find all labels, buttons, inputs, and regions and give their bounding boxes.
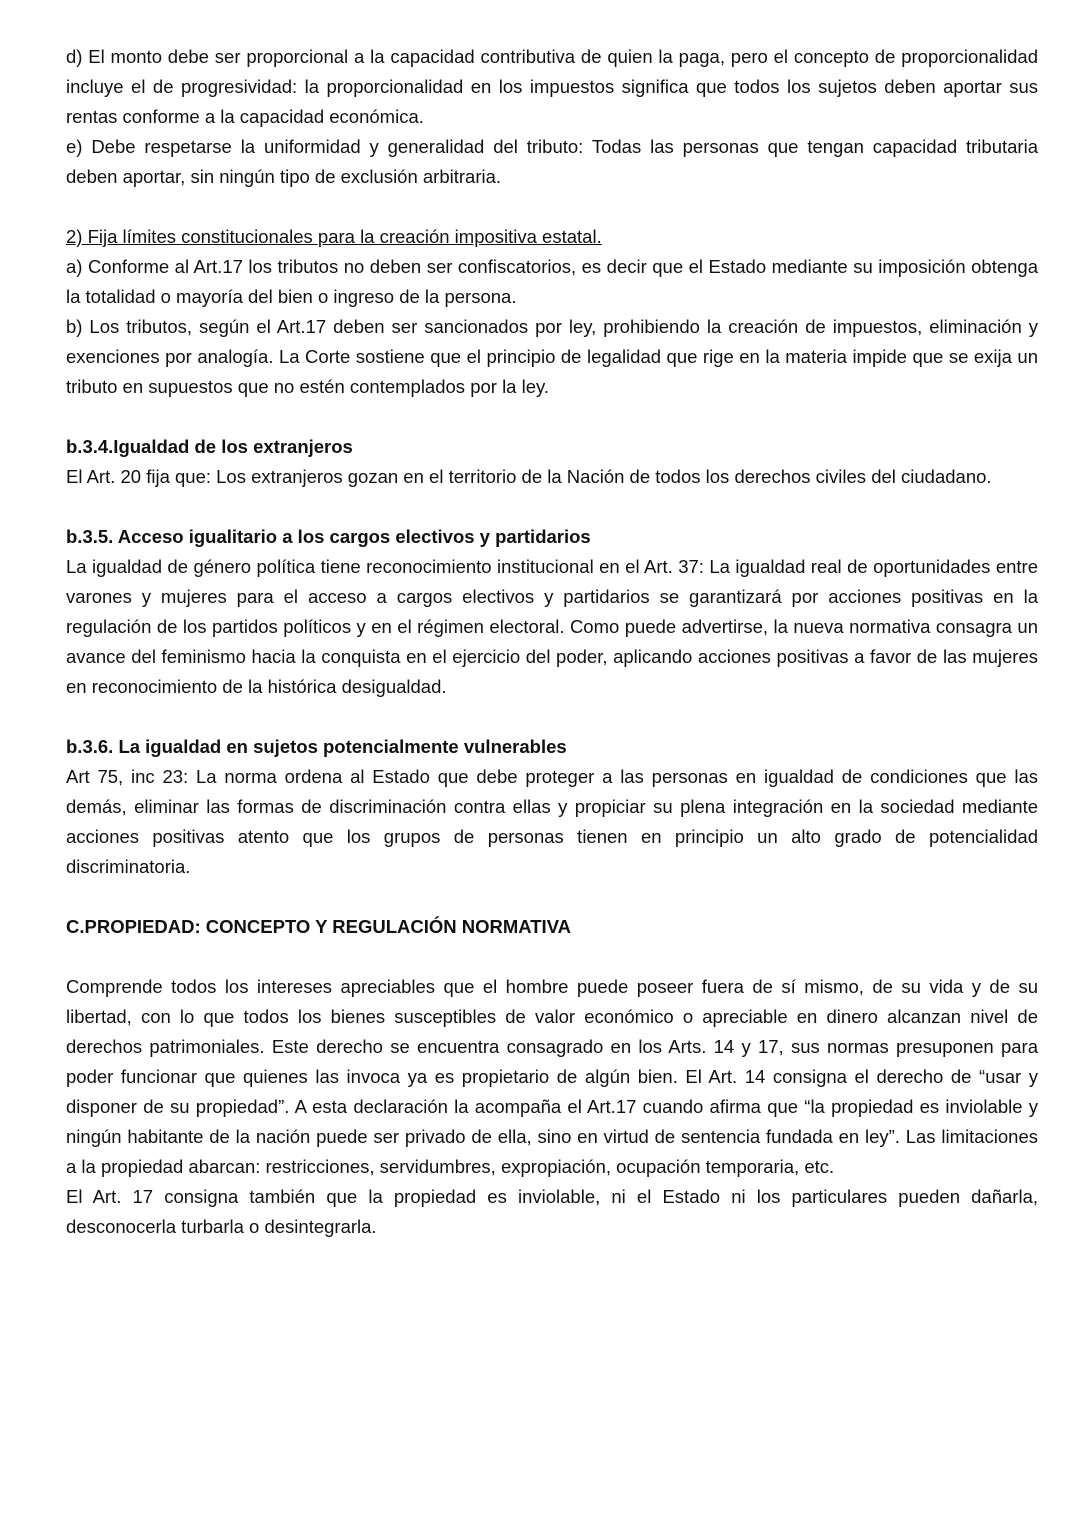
- section-b35-text: La igualdad de género política tiene reconocimiento institucional en el Art. 37: La igualdad real de oportunidades entre varones y mujeres para el acceso a cargos electivos y partidarios se garantizará por acciones positivas en la regulación de los partidos políticos y en el régimen electoral. Como puede advertirse, la nueva normativa consagra un avance del feminismo hacia la conquista en el ejercicio del poder, aplicando acciones positivas a favor de las mujeres en reconocimiento de la histórica desigualdad.: [66, 556, 1038, 697]
- section-c-text-1: Comprende todos los intereses apreciables que el hombre puede poseer fuera de sí mismo, de su vida y de su libertad, con lo que todos los bienes susceptibles de valor económico o apreciable en dinero alcanzan nivel de derechos patrimoniales. Este derecho se encuentra consagrado en los Arts. 14 y 17, sus normas presuponen para poder funcionar que quienes las invoca ya es propietario de algún bien. El Art. 14 consigna el derecho de “usar y disponer de su propiedad”. A esta declaración la acompaña el Art.17 cuando afirma que “la propiedad es inviolable y ningún habitante de la nación puede ser privado de ella, sino en virtud de sentencia fundada en ley”. Las limitaciones a la propiedad abarcan: restricciones, servidumbres, expropiación, ocupación temporaria, etc.: [66, 976, 1038, 1177]
- section-b34-text: El Art. 20 fija que: Los extranjeros gozan en el territorio de la Nación de todos los derechos civiles del ciudadano.: [66, 466, 992, 487]
- tax-item-e: e) Debe respetarse la uniformidad y generalidad del tributo: Todas las personas que tengan capacidad tributaria deben aportar, sin ningún tipo de exclusión arbitraria.: [66, 136, 1038, 187]
- spacer: [66, 192, 1038, 222]
- section-b35-heading: b.3.5. Acceso igualitario a los cargos electivos y partidarios: [66, 526, 591, 547]
- section-b34-heading: b.3.4.Igualdad de los extranjeros: [66, 436, 353, 457]
- limits-heading: 2) Fija límites constitucionales para la creación impositiva estatal.: [66, 226, 602, 247]
- section-b36-heading: b.3.6. La igualdad en sujetos potencialmente vulnerables: [66, 736, 567, 757]
- spacer: [66, 702, 1038, 732]
- limits-item-a: a) Conforme al Art.17 los tributos no deben ser confiscatorios, es decir que el Estado mediante su imposición obtenga la totalidad o mayoría del bien o ingreso de la persona.: [66, 256, 1038, 307]
- section-c-heading: C.PROPIEDAD: CONCEPTO Y REGULACIÓN NORMATIVA: [66, 916, 572, 937]
- spacer: [66, 942, 1038, 972]
- limits-item-b: b) Los tributos, según el Art.17 deben ser sancionados por ley, prohibiendo la creación de impuestos, eliminación y exenciones por analogía. La Corte sostiene que el principio de legalidad que rige en la materia impide que se exija un tributo en supuestos que no estén contemplados por la ley.: [66, 316, 1038, 397]
- section-b36-text: Art 75, inc 23: La norma ordena al Estado que debe proteger a las personas en igualdad de condiciones que las demás, eliminar las formas de discriminación contra ellas y propiciar su plena integración en la sociedad mediante acciones positivas atento que los grupos de personas tienen en principio un alto grado de potencialidad discriminatoria.: [66, 766, 1038, 877]
- spacer: [66, 882, 1038, 912]
- tax-item-d: d) El monto debe ser proporcional a la capacidad contributiva de quien la paga, pero el concepto de proporcionalidad incluye el de progresividad: la proporcionalidad en los impuestos significa que todos los sujetos deben aportar sus rentas conforme a la capacidad económica.: [66, 46, 1038, 127]
- section-c-text-2: El Art. 17 consigna también que la propiedad es inviolable, ni el Estado ni los particulares pueden dañarla, desconocerla turbarla o desintegrarla.: [66, 1186, 1038, 1237]
- spacer: [66, 402, 1038, 432]
- document-page: [66, 42, 1038, 1242]
- spacer: [66, 492, 1038, 522]
